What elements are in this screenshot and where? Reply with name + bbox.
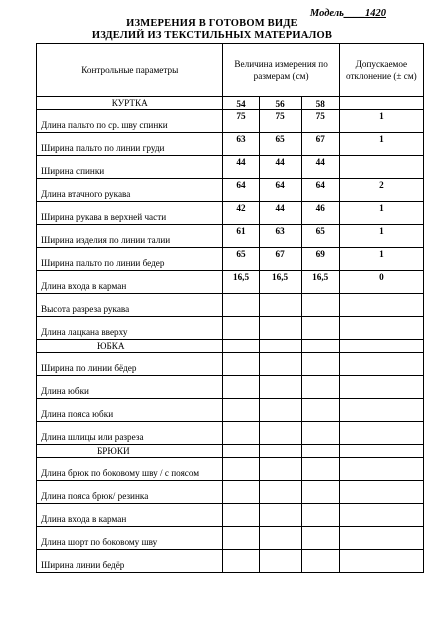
size-value-cell: [301, 399, 339, 422]
tolerance-cell: 1: [339, 110, 423, 133]
size-value-cell: [259, 353, 301, 376]
table-row: [37, 550, 424, 573]
size-value-cell: [301, 504, 339, 527]
size-value-cell: [301, 294, 339, 317]
tolerance-cell: [339, 317, 423, 340]
section-label-trousers: БРЮКИ: [37, 445, 223, 458]
table-row: [37, 527, 424, 550]
header-params: Контрольные параметры: [37, 44, 223, 97]
tolerance-cell: [339, 550, 423, 573]
tolerance-cell: 1: [339, 202, 423, 225]
document-title-line-2: ИЗДЕЛИЙ ИЗ ТЕКСТИЛЬНЫХ МАТЕРИАЛОВ: [91, 30, 333, 41]
size-value-cell: [259, 422, 301, 445]
size-value-cell: [223, 376, 259, 399]
size-value-cell: 44: [301, 156, 339, 179]
tolerance-cell: [339, 504, 423, 527]
empty-cell: [223, 340, 259, 353]
size-value-cell: 46: [301, 202, 339, 225]
table-row: [37, 376, 424, 399]
size-value-cell: 16,5: [223, 271, 259, 294]
param-label: Длина пояса брюк/ резинка: [37, 481, 223, 504]
size-value-cell: [223, 527, 259, 550]
size-value-cell: 75: [223, 110, 259, 133]
param-label: Длина брюк по боковому шву / с поясом: [37, 458, 223, 481]
size-value-cell: [301, 422, 339, 445]
size-value-cell: 75: [301, 110, 339, 133]
size-value-cell: [259, 550, 301, 573]
param-label: Длина юбки: [37, 376, 223, 399]
param-label: Ширина пальто по линии груди: [37, 133, 223, 156]
size-value-cell: [301, 481, 339, 504]
jacket-section-row: [37, 97, 424, 110]
size-value-cell: [223, 458, 259, 481]
size-value-cell: 67: [259, 248, 301, 271]
empty-cell: [339, 445, 423, 458]
trousers-rows: [37, 458, 424, 573]
param-label: Ширина линии бедёр: [37, 550, 223, 573]
size-value-cell: [301, 550, 339, 573]
size-56: 56: [259, 97, 301, 110]
size-value-cell: 64: [301, 179, 339, 202]
empty-cell: [339, 340, 423, 353]
size-value-cell: [259, 504, 301, 527]
size-58: 58: [301, 97, 339, 110]
jacket-rows: [37, 110, 424, 340]
tolerance-cell: [339, 481, 423, 504]
empty-cell: [259, 445, 301, 458]
section-label-skirt: ЮБКА: [37, 340, 223, 353]
table-row: [37, 133, 424, 156]
tolerance-cell: [339, 376, 423, 399]
size-54: 54: [223, 97, 259, 110]
table-row: [37, 458, 424, 481]
size-value-cell: [259, 294, 301, 317]
size-value-cell: [223, 399, 259, 422]
size-value-cell: 65: [223, 248, 259, 271]
size-value-cell: 16,5: [301, 271, 339, 294]
empty-cell: [223, 445, 259, 458]
empty-cell: [339, 97, 423, 110]
size-value-cell: [223, 422, 259, 445]
param-label: Ширина по линии бёдер: [37, 353, 223, 376]
table-row: [37, 225, 424, 248]
param-label: Длина шлицы или разреза: [37, 422, 223, 445]
size-value-cell: [259, 458, 301, 481]
model-number-value: ____1420: [344, 8, 386, 19]
table-row: [37, 179, 424, 202]
size-value-cell: [259, 376, 301, 399]
size-value-cell: 61: [223, 225, 259, 248]
size-value-cell: [301, 376, 339, 399]
tolerance-cell: [339, 458, 423, 481]
table-row: [37, 248, 424, 271]
table-row: [37, 353, 424, 376]
tolerance-cell: [339, 399, 423, 422]
tolerance-cell: 1: [339, 248, 423, 271]
size-value-cell: [301, 527, 339, 550]
size-value-cell: 69: [301, 248, 339, 271]
skirt-section-row: [37, 340, 424, 353]
size-value-cell: 42: [223, 202, 259, 225]
size-value-cell: 64: [259, 179, 301, 202]
param-label: Высота разреза рукава: [37, 294, 223, 317]
tolerance-cell: 2: [339, 179, 423, 202]
param-label: Ширина рукава в верхней части: [37, 202, 223, 225]
param-label: Ширина изделия по линии талии: [37, 225, 223, 248]
size-value-cell: [223, 294, 259, 317]
size-value-cell: [259, 399, 301, 422]
skirt-rows: [37, 353, 424, 445]
size-value-cell: [223, 550, 259, 573]
table-row: [37, 202, 424, 225]
param-label: Длина пальто по ср. шву спинки: [37, 110, 223, 133]
table-row: [37, 156, 424, 179]
section-label-jacket: КУРТКА: [37, 97, 223, 110]
table-row: [37, 422, 424, 445]
empty-cell: [301, 445, 339, 458]
size-value-cell: 44: [259, 156, 301, 179]
param-label: Длина лацкана вверху: [37, 317, 223, 340]
size-value-cell: [301, 458, 339, 481]
header-sizes: Величина измерения по размерам (см): [223, 44, 339, 97]
tolerance-cell: [339, 294, 423, 317]
empty-cell: [301, 340, 339, 353]
size-value-cell: [223, 481, 259, 504]
tolerance-cell: [339, 353, 423, 376]
table-row: [37, 294, 424, 317]
table-row: [37, 481, 424, 504]
measurements-table: [36, 43, 424, 573]
size-value-cell: [259, 481, 301, 504]
table-row: [37, 399, 424, 422]
table-row: [37, 271, 424, 294]
size-value-cell: [259, 317, 301, 340]
tolerance-cell: [339, 527, 423, 550]
param-label: Длина входа в карман: [37, 504, 223, 527]
size-value-cell: [301, 353, 339, 376]
param-label: Длина пояса юбки: [37, 399, 223, 422]
size-value-cell: [223, 353, 259, 376]
size-value-cell: [259, 527, 301, 550]
param-label: Длина входа в карман: [37, 271, 223, 294]
tolerance-cell: 1: [339, 225, 423, 248]
document-title-line-1: ИЗМЕРЕНИЯ В ГОТОВОМ ВИДЕ: [126, 18, 298, 29]
header-tolerance: Допускаемое отклонение (± см): [339, 44, 423, 97]
size-value-cell: 65: [259, 133, 301, 156]
param-label: Ширина пальто по линии бедер: [37, 248, 223, 271]
size-value-cell: 44: [259, 202, 301, 225]
table-row: [37, 317, 424, 340]
size-value-cell: 63: [223, 133, 259, 156]
tolerance-cell: 0: [339, 271, 423, 294]
table-row: [37, 110, 424, 133]
model-label: Модель: [309, 8, 344, 19]
tolerance-cell: [339, 422, 423, 445]
size-value-cell: 64: [223, 179, 259, 202]
param-label: Длина шорт по боковому шву: [37, 527, 223, 550]
size-value-cell: 16,5: [259, 271, 301, 294]
table-row: [37, 504, 424, 527]
size-value-cell: [301, 317, 339, 340]
size-value-cell: [223, 317, 259, 340]
trousers-section-row: [37, 445, 424, 458]
size-value-cell: [223, 504, 259, 527]
tolerance-cell: [339, 156, 423, 179]
param-label: Ширина спинки: [37, 156, 223, 179]
size-value-cell: 63: [259, 225, 301, 248]
size-value-cell: 67: [301, 133, 339, 156]
size-value-cell: 75: [259, 110, 301, 133]
tolerance-cell: 1: [339, 133, 423, 156]
size-value-cell: 65: [301, 225, 339, 248]
table-header-row: [37, 44, 424, 97]
param-label: Длина втачного рукава: [37, 179, 223, 202]
size-value-cell: 44: [223, 156, 259, 179]
empty-cell: [259, 340, 301, 353]
